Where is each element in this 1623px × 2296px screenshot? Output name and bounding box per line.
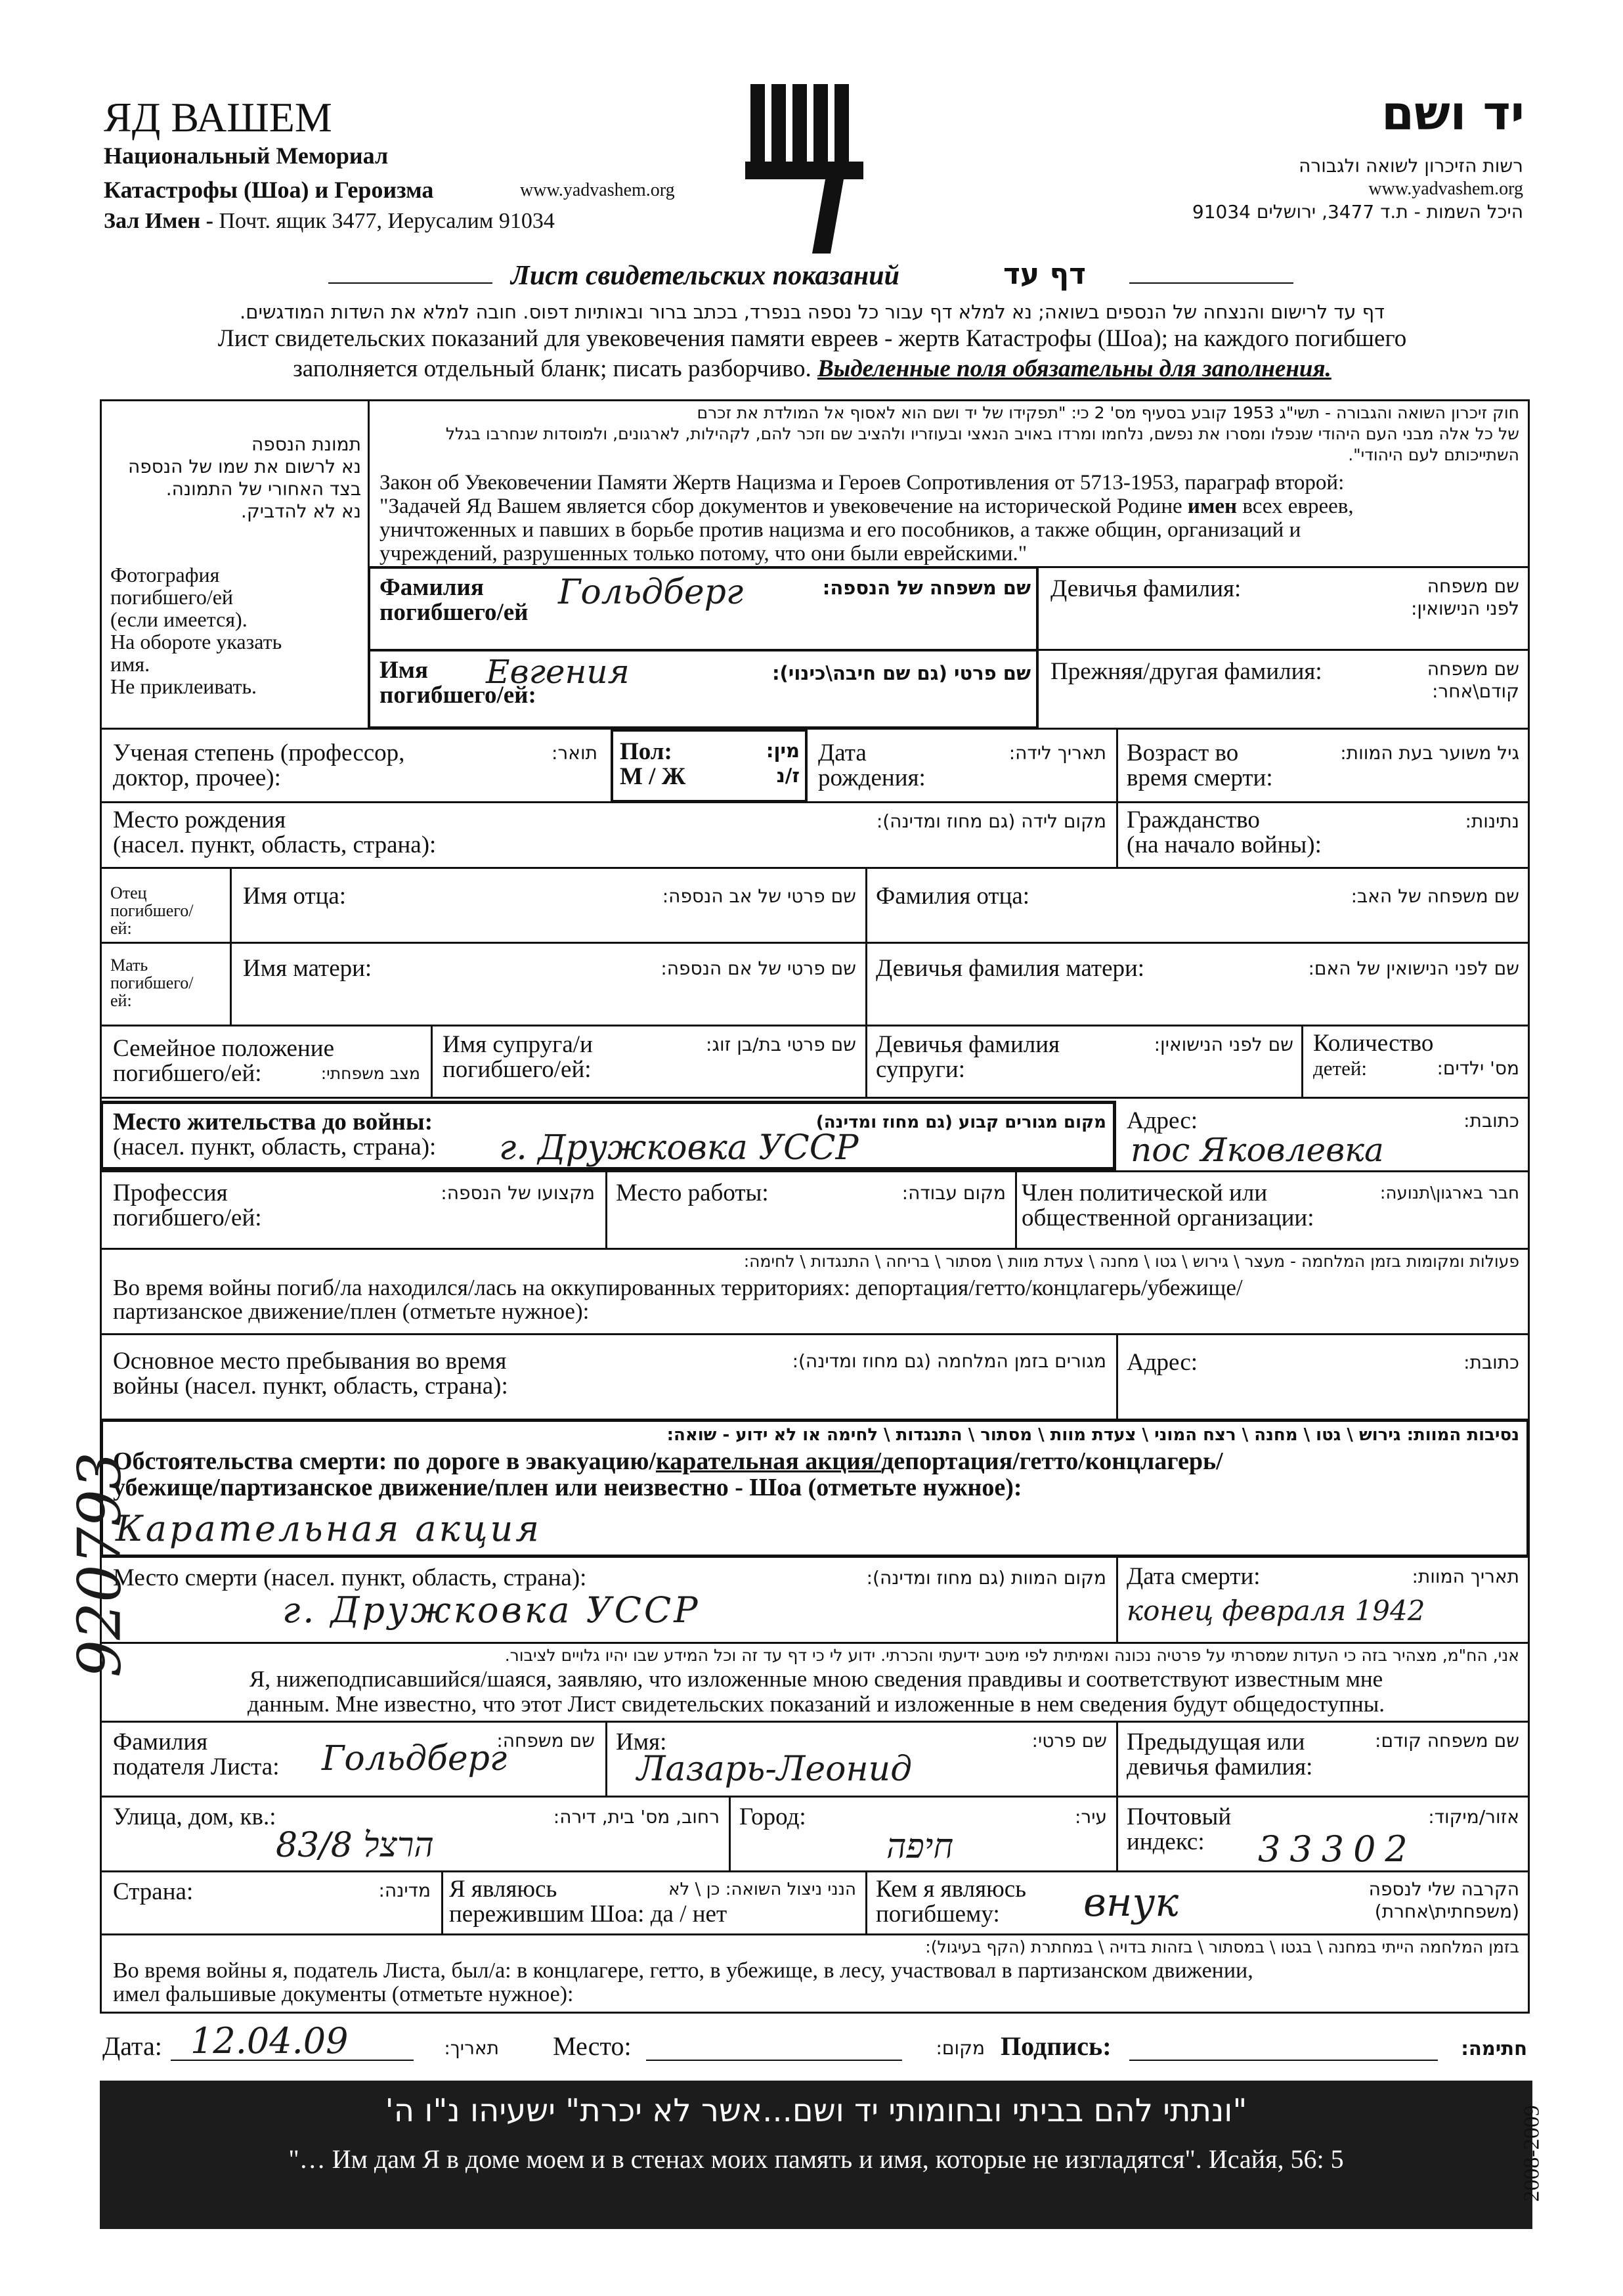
banner-ru: "… Им дам Я в доме моем и в стенах моих память и имя, которые не изгладятся". Исайя, 56: 5 [288,2144,1344,2174]
mother-maiden-label-he: שם לפני הנישואין של האם: [1308,958,1519,979]
photo-he4: נא לא להדביק. [240,500,361,522]
relation-label-he1: הקרבה שלי לנספה [1368,1878,1519,1900]
row-rule-862r [1037,566,1530,568]
photo-ru4: На обороте указать [110,630,282,653]
div-father-mid [865,867,867,1025]
birthplace-label-ru2: (насел. пункт, область, страна): [113,831,437,858]
street-value[interactable]: הרצל 83/8 [276,1826,434,1865]
declaration-ru2: данным. Мне известно, что этот Лист свидетельских показаний и изложенные в нем сведения будут общедоступны. [248,1691,1385,1717]
residence-value[interactable]: г. Дружковка УССР [499,1128,859,1168]
row-rule-2030 [100,1333,1530,1335]
maiden-label-ru: Девичья фамилия: [1050,575,1242,602]
prev-label-he2: קודם\אחר: [1431,680,1519,702]
law-he2: של כל אלה מבני העם היהודי שנפלו ומסרו את נפשם, נלחמו ומרדו באויב הנאצי ובעוזריו ולהציב שם וזכר להם, לקהילות, לארגונים, ולמוסדות שנחרבו בגלל [445,424,1519,443]
residence-label-ru1: Место жительства до войны: [113,1109,433,1136]
sub-surname-value[interactable]: Гольдберг [322,1739,508,1778]
div-birthplace [1116,801,1118,867]
surname-label-he: שם משפחה של הנספה: [822,577,1031,599]
age-label-ru2: время смерти: [1127,764,1273,791]
deathdate-label-he: תאריך המוות: [1412,1566,1519,1587]
declaration-he: אני, הח"מ, מצהיר בזה כי העדות שמסרתי על פרטיה נכונה ואמיתית לפי מיטב ידיעתי והכרתי. ידוע לי כי דף עד זה וכל המידע שבו יהיו גלויים לציבור. [504,1646,1519,1665]
zip-label-ru1: Почтовый [1127,1803,1232,1830]
div-dob [1116,728,1118,801]
law-ru2b: имен [1187,495,1238,518]
row-rule-1900 [100,1248,1530,1250]
mainplace-label-he: מגורים בזמן המלחמה (גם מחוז ומדינה): [792,1350,1106,1372]
div-marital [431,1025,433,1097]
city-value[interactable]: חיפה [886,1827,954,1866]
he-title: יד ושם [1381,85,1525,141]
father-side3: ей: [110,919,132,938]
member-label-he: חבר בארגון\תנועה: [1379,1183,1519,1203]
deathplace-value[interactable]: г. Дружковка УССР [282,1589,701,1631]
citizen-label-ru1: Гражданство [1127,806,1260,833]
intro-he: דף עד לרישום והנצחה של הנספים בשואה; נא למלא דף עבור כל נספה בנפרד, בכתב ברור ובאותיות דפוס. חובה למלא את השדות המודגשים. [240,301,1385,323]
war-label-ru1: Во время войны я, податель Листа, был/а: в концлагере, гетто, в убежище, в лесу, участвовал в партизанском движении, [113,1958,1253,1983]
form-title-he: דף עד [1003,257,1087,291]
relation-value[interactable]: внук [1083,1880,1179,1926]
profession-label-ru2: погибшего/ей: [113,1204,262,1231]
menorah-logo-icon [739,84,870,255]
div-city [1116,1796,1118,1870]
deathdate-value[interactable]: конец февраля 1942 [1127,1595,1425,1627]
zip-value[interactable]: 33302 [1258,1828,1417,1870]
sub-prev-label-he: שם משפחה קודם: [1375,1730,1519,1752]
year-label: 2008-2009 [1519,2105,1544,2202]
photo-ru2: погибшего/ей [110,585,234,609]
maiden-label-he2: לפני הנישואין: [1410,598,1519,619]
row-rule-2734 [100,1796,1530,1798]
intro-ru2-emph: Выделенные поля обязательны для заполнения. [817,355,1331,382]
row-rule-1434 [100,942,1530,944]
div-sub-surname [605,1721,607,1796]
city-label-ru: Город: [739,1803,806,1830]
birthplace-label-ru1: Место рождения [113,806,286,833]
father-surname-label-ru: Фамилия отца: [876,883,1030,910]
mainaddr-label-ru: Адрес: [1127,1349,1198,1376]
yad-vashem-logo [739,84,870,255]
dob-label-ru1: Дата [818,740,867,766]
children-label-he: מס' ילדים: [1437,1057,1519,1079]
title-rule-right [1129,282,1293,284]
zip-label-ru2: индекс: [1127,1828,1205,1855]
ru-header-line2: Катастрофы (Шоа) и Героизма [104,177,434,203]
div-survivor [865,1870,867,1933]
row-rule-1782 [100,1170,1530,1172]
death-label-ru1 [113,1449,1223,1474]
mother-side3: ей: [110,991,132,1010]
birthplace-label-he: מקום לידה (גם מחוז ומדינה): [876,810,1106,832]
deathplace-label-he: מקום המוות (גם מחוז ומדינה): [866,1567,1106,1589]
profession-label-ru1: Профессия [113,1180,228,1206]
law-ru4: учреждений, разрушенных только потому, что они были еврейскими." [379,542,1028,565]
member-label-ru2: общественной организации: [1022,1204,1314,1231]
ru-header-line3-bold: Зал Имен - [104,209,213,233]
marital-label-he: מצב משפחתי: [320,1064,420,1083]
footer-place-label-he: מקום: [936,2037,985,2059]
photo-ru3: (если имеется). [110,607,248,631]
children-label-ru1: Количество [1313,1030,1434,1057]
sex-label-ru1: Пол: [620,738,672,765]
sub-surname-label-he: שם משפחה: [496,1730,595,1752]
sub-name-label-he: שם פרטי: [1031,1730,1107,1752]
place-line[interactable] [646,2060,902,2061]
spouse-label-ru2: погибшего/ей: [443,1056,592,1083]
father-side1: Отец [110,883,147,902]
deathplace-label-ru: Место смерти (насел. пункт, область, страна): [113,1564,587,1591]
row-rule-1560 [100,1025,1530,1027]
row-rule-988r [1037,649,1530,651]
footer-date-value[interactable]: 12.04.09 [190,2020,349,2062]
name-value[interactable]: Евгения [486,653,630,691]
intro-ru2 [105,355,1519,383]
mother-side2: погибшего/ [110,973,194,992]
law-he1: חוק זיכרון השואה והגבורה - תשי"ג 1953 קובע בסעיף מס' 2 כי: "תפקידו של יד ושם הוא לאסוף אל המולדת את זכרם [697,403,1519,422]
death-label-he: נסיבות המוות: גירוש \ גטו \ מחנה \ רצח המוני \ צעדת מוות \ מסתור \ התנגדות \ לחימה או לא ידוע - שואה: [666,1425,1519,1445]
address-label-ru: Адрес: [1127,1107,1198,1134]
div-mainplace [1116,1333,1118,1419]
mother-side1: Мать [110,956,148,975]
div-street [729,1796,731,1870]
name-label-ru1: Имя [379,657,428,684]
footer-date-label-ru: Дата: [102,2031,162,2061]
sub-name-value[interactable]: Лазарь-Леонид [637,1750,913,1789]
death-label-ru1c: депортация/гетто/концлагерь/ [881,1447,1223,1475]
law-ru1: Закон об Увековечении Памяти Жертв Нацизма и Героев Сопротивления от 5713-1953, параграф второй: [379,471,1345,495]
name-label-he: שם פרטי (גם שם חיבה\כינוי): [771,662,1031,684]
profession-label-he: מקצועו של הנספה: [441,1182,595,1204]
law-ru2a: "Задачей Яд Вашем является сбор документов и увековечение на исторической Родине [379,495,1188,518]
marital-label-ru1: Семейное положение [113,1035,334,1062]
survivor-label-ru2: пережившим Шоа: да / нет [449,1901,727,1928]
sub-surname-label-ru1: Фамилия [113,1729,208,1755]
work-label-he: מקום עבודה: [901,1182,1006,1204]
law-he3: השתייכותם לעם היהודי". [1348,445,1519,464]
div-country [441,1870,443,1933]
deathdate-label-ru: Дата смерти: [1127,1563,1261,1590]
he-header-site: www.yadvashem.org [1368,179,1523,199]
residence-label-he: מקום מגורים קבוע (גם מחוז ומדינה) [815,1113,1106,1132]
residence-label-ru2: (насел. пункт, область, страна): [113,1134,437,1160]
div-work [1015,1170,1017,1248]
div-spouse-maiden [1301,1025,1303,1097]
photo-ru6: Не приклеивать. [110,674,257,698]
spouse-maiden-label-he: שם לפני הנישואין: [1154,1034,1293,1055]
relation-label-ru1: Кем я являюсь [876,1876,1027,1903]
sub-surname-label-ru2: подателя Листа: [113,1754,280,1780]
degree-label-ru2: доктор, прочее): [113,764,281,791]
sign-line[interactable] [1129,2060,1438,2061]
row-rule-2944 [100,1933,1530,1935]
sex-label-ru2: М / Ж [620,763,686,790]
father-side2: погибшего/ [110,901,194,920]
ru-header-line3 [104,209,555,234]
age-label-he: גיל משוער בעת המוות: [1340,742,1519,764]
survivor-label-ru1: Я являюсь [449,1876,557,1903]
mainplace-label-ru2: войны (насел. пункт, область, страна): [113,1373,508,1400]
spouse-label-he: שם פרטי בת/בן זוג: [706,1034,856,1055]
dob-label-ru2: рождения: [818,764,926,791]
declaration-ru1: Я, нижеподписавшийся/шаяся, заявляю, что изложенные мною сведения правдивы и соответствуют известным мне [249,1666,1383,1692]
mainaddr-label-he: כתובת: [1463,1352,1519,1373]
row-rule-1670 [100,1097,1530,1099]
father-surname-label-he: שם משפחה של האב: [1351,885,1519,907]
street-label-he: רחוב, מס' בית, דירה: [553,1806,720,1828]
zip-label-he: אזור/מיקוד: [1428,1806,1519,1828]
marital-label-ru2: погибшего/ей: [113,1060,262,1087]
death-label-ru2: убежище/партизанское движение/плен или неизвестно - Шоа (отметьте нужное): [113,1474,1022,1501]
photo-he3: בצד האחורי של התמונה. [165,478,361,500]
photo-he1: תמונת הנספה [251,433,361,455]
row-rule-1220 [100,801,1530,803]
sub-prev-label-ru1: Предыдущая или [1127,1729,1305,1755]
div-profession [605,1170,607,1248]
he-header-line1: רשות הזיכרון לשואה ולגבורה [1299,155,1523,177]
mainplace-label-ru1: Основное место пребывания во время [113,1348,507,1375]
degree-label-ru1: Ученая степень (профессор, [113,740,405,766]
father-name-label-he: שם פרטי של אב הנספה: [662,885,856,907]
row-rule-2620 [100,1721,1530,1723]
dob-label-he: תאריך לידה: [1008,742,1106,764]
street-label-ru: Улица, дом, кв.: [113,1803,276,1830]
wartime-label-ru1: Во время войны погиб/ла находился/лась на оккупированных территориях: депортация/гетто/концлагерь/убежище/ [113,1275,1243,1300]
spouse-maiden-label-ru2: супруги: [876,1056,966,1083]
sub-prev-label-ru2: девичья фамилия: [1127,1754,1313,1780]
surname-label-ru1: Фамилия [379,574,484,601]
address-value[interactable]: пос Яковлевка [1131,1131,1384,1169]
war-label-ru2: имел фальшивые документы (отметьте нужное): [113,1982,574,2006]
title-rule-left [328,282,492,284]
banner-he: "ונתתי להם בביתי ובחומותי יד ושם...אשר לא יכרת" ישעיהו נ"ו ה' [385,2092,1247,2129]
ru-title: ЯД ВАШЕМ [104,94,332,141]
war-label-he: בזמן המלחמה הייתי במחנה \ בגטו \ במסתור \ בזהות בדויה \ במחתרת (הקף בעיגול): [925,1937,1519,1956]
mother-maiden-label-ru: Девичья фамилия матери: [876,955,1145,982]
form-title-ru: Лист свидетельских показаний [511,261,899,291]
citizen-label-ru2: (на начало войны): [1127,831,1322,858]
ru-header-site: www.yadvashem.org [520,180,675,200]
work-label-ru: Место работы: [616,1180,769,1206]
children-label-ru2: детей: [1313,1057,1368,1080]
div-sub-name [1116,1721,1118,1796]
spouse-label-ru1: Имя супруга/и [443,1031,593,1058]
death-label-ru1a: Обстоятельства смерти: по дороге в эвакуацию/ [113,1447,656,1475]
relation-label-he2: (משפחתית\אחרת) [1374,1901,1519,1922]
country-label-ru: Страна: [113,1878,194,1905]
death-label-ru1b: карательная акция/ [655,1447,882,1475]
footer-date-label-he: תאריך: [444,2037,499,2059]
wartime-label-he: פעולות ומקומות בזמן המלחמה - מעצר \ גירוש \ גטו \ מחנה \ צעדת מוות \ מסתור \ בריחה \ התנגדות \ לחימה: [743,1252,1519,1271]
prev-label-ru: Прежняя/другая фамилия: [1050,658,1322,685]
name-label-ru2: погибшего/ей: [379,682,536,709]
city-label-he: עיר: [1074,1806,1107,1828]
div-father-side [230,867,232,1025]
wartime-label-ru2: партизанское движение/плен (отметьте нужное): [113,1298,590,1324]
mother-name-label-ru: Имя матери: [243,955,372,982]
sex-label-he2: ז/נ [776,764,800,787]
photo-ru5: имя. [110,652,150,676]
photo-he2: נא לרשום את שמו של הנספה [127,456,361,477]
father-name-label-ru: Имя отца: [243,883,347,910]
div-spouse [865,1025,867,1097]
row-rule-2500 [100,1642,1530,1644]
ru-header-line1: Национальный Мемориал [104,143,389,169]
survivor-label-he: הנני ניצול השואה: כן \ לא [668,1880,856,1899]
sub-name-label-ru: Имя: [616,1729,667,1755]
age-label-ru1: Возраст во [1127,740,1239,766]
footer-sign-label-ru: Подпись: [1001,2031,1112,2061]
law-ru3: уничтоженных и павших в борьбе против нацизма и его пособников, а также общин, организаций и [379,518,1301,542]
archive-number: 920793 [65,1451,135,1678]
country-label-he: מדינה: [378,1880,431,1901]
intro-ru1: Лист свидетельских показаний для увековечения памяти евреев - жертв Катастрофы (Шоа); на каждого погибшего [217,325,1407,352]
row-rule-2848 [100,1870,1530,1872]
ru-header-line3-rest: Почт. ящик 3477, Иерусалим 91034 [219,209,555,233]
relation-label-ru2: погибшему: [876,1901,1000,1928]
member-label-ru1: Член политической или [1022,1180,1268,1206]
footer-place-label-ru: Место: [553,2031,632,2061]
spouse-maiden-label-ru1: Девичья фамилия [876,1031,1060,1058]
maiden-label-he1: שם משפחה [1427,575,1519,597]
surname-value[interactable]: Гольдберг [558,573,744,612]
prev-label-he1: שם משפחה [1427,658,1519,680]
law-ru2 [379,494,1354,519]
sex-label-he1: מין: [766,740,800,762]
death-value[interactable]: Карательная акция [116,1508,542,1549]
intro-ru2-text: заполняется отдельный бланк; писать разборчиво. [293,355,812,382]
footer-sign-label-he: חתימה: [1461,2037,1527,2060]
row-rule-1320 [100,867,1530,869]
he-header-line3: היכל השמות - ת.ד 3477, ירושלים 91034 [1192,201,1523,223]
mother-name-label-he: שם פרטי של אם הנספה: [660,958,856,979]
row-rule-1108 [100,728,1530,730]
degree-label-he: תואר: [552,742,597,764]
law-ru2c: всех евреев, [1237,495,1354,518]
surname-label-ru2: погибшего/ей [379,599,529,626]
photo-ru1: Фотография [110,563,220,586]
div-deathplace [1116,1558,1118,1642]
address-label-he: כתובת: [1463,1110,1519,1132]
citizen-label-he: נתינות: [1465,810,1519,832]
